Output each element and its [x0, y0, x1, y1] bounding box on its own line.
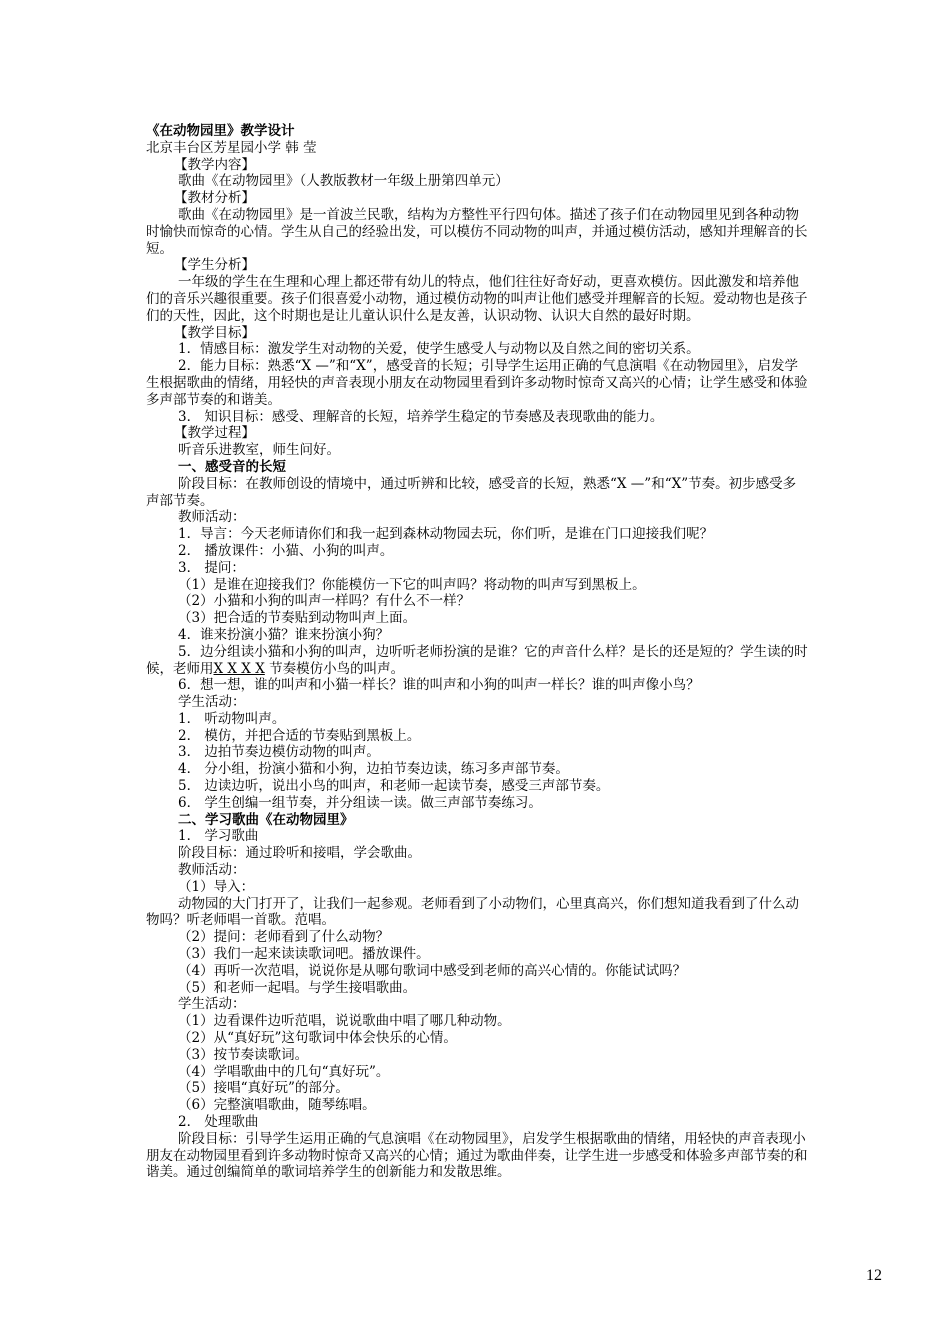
teacher-activity-item: 4．谁来扮演小猫？谁来扮演小狗？ [178, 626, 390, 643]
teacher-activity-item: （3）我们一起来读读歌词吧。播放课件。 [178, 946, 430, 963]
document-title: 《在动物园里》教学设计 [146, 123, 295, 139]
student-activity-item: 4． 分小组，扮演小猫和小狗，边拍节奏边读，练习多声部节奏。 [178, 761, 569, 778]
item-text: 5．边分组读小猫和小狗的叫声，边听听老师扮演的是谁？它的声音什么样？是长的还是短的？学生读的时候，老师用 [146, 643, 808, 677]
document-body [146, 123, 808, 1181]
section-heading-process: 【教学过程】 [174, 425, 255, 442]
student-activity-item: （4）学唱歌曲中的几句“真好玩”。 [178, 1063, 390, 1080]
analysis-paragraph: 歌曲《在动物园里》是一首波兰民歌，结构为方整性平行四句体。描述了孩子们在动物园里见到各种动物时愉快而惊奇的心情。学生从自己的经验出发，可以模仿不同动物的叫声，并通过模仿活动，感知并理解音的长短。 [146, 206, 808, 257]
part2-subheading: 1． 学习歌曲 [178, 828, 259, 845]
teacher-activity-item: （4）再听一次范唱，说说你是从哪句歌词中感受到老师的高兴心情的。你能试试吗？ [178, 962, 687, 979]
teacher-activity-item: 3． 提问： [178, 559, 245, 576]
section-heading-content: 【教学内容】 [174, 156, 255, 173]
process-intro: 听音乐进教室，师生问好。 [178, 442, 340, 459]
student-activity-item: 5． 边读边听，说出小鸟的叫声，和老师一起读节奏，感受三声部节奏。 [178, 778, 610, 795]
goal-item: 2．能力目标：熟悉“X —”和“X”，感受音的长短；引导学生运用正确的气息演唱《在动物园里》，启发学生根据歌曲的情绪，用轻快的声音表现小朋友在动物园里看到许多动物时惊奇又高兴的心情；让学生感受和体验多声部节奏的和谐美。 [146, 358, 808, 408]
student-activity-item: 3． 边拍节奏边模仿动物的叫声。 [178, 744, 380, 761]
teacher-activity-subitem: （3）把合适的节奏贴到动物叫声上面。 [178, 610, 417, 627]
student-activity-item: （2）从“真好玩”这句歌词中体会快乐的心情。 [178, 1030, 457, 1047]
teacher-activity-item: 1．导言：今天老师请你们和我一起到森林动物园去玩，你们听，是谁在门口迎接我们呢？ [178, 526, 714, 543]
part2-subheading: 2． 处理歌曲 [178, 1114, 259, 1131]
teacher-activity-subitem: （2）小猫和小狗的叫声一样吗？有什么不一样？ [178, 593, 471, 610]
student-activity-item: 6． 学生创编一组节奏，并分组读一读。做三声部节奏练习。 [178, 794, 542, 811]
student-activity-item: 2． 模仿，并把合适的节奏贴到黑板上。 [178, 727, 421, 744]
teacher-activity-item: （1）导入： [178, 878, 255, 895]
teacher-activity-subitem: （1）是谁在迎接我们？你能模仿一下它的叫声吗？将动物的叫声写到黑板上。 [178, 576, 646, 593]
section-heading-goals: 【教学目标】 [174, 324, 255, 341]
teacher-activity-label: 教师活动： [178, 862, 246, 879]
student-activity-item: （6）完整演唱歌曲，随琴练唱。 [178, 1097, 376, 1114]
goal-item: 3． 知识目标：感受、理解音的长短，培养学生稳定的节奏感及表现歌曲的能力。 [178, 408, 664, 425]
student-activity-item: 1． 听动物叫声。 [178, 710, 286, 727]
part2-stage-goal: 阶段目标：通过聆听和接唱，学会歌曲。 [178, 845, 421, 862]
part2-stage-goal: 阶段目标：引导学生运用正确的气息演唱《在动物园里》，启发学生根据歌曲的情绪，用轻快的声音表现小朋友在动物园里看到许多动物时惊奇又高兴的心情；通过为歌曲伴奏，让学生进一步感受和体验多声部节奏的和谐美。通过创编简单的歌词培养学生的创新能力和发散思维。 [146, 1130, 808, 1181]
part1-heading: 一、感受音的长短 [178, 458, 286, 475]
author-line: 北京丰台区芳星园小学 韩 莹 [146, 139, 317, 156]
student-activity-item: （5）接唱“真好玩”的部分。 [178, 1080, 349, 1097]
student-analysis-paragraph: 一年级的学生在生理和心理上都还带有幼儿的特点，他们往往好奇好动，更喜欢模仿。因此激发和培养他们的音乐兴趣很重要。孩子们很喜爱小动物，通过模仿动物的叫声让他们感受并理解音的长短。爱动物也是孩子们的天性，因此，这个时期也是让儿童认识什么是友善，认识动物、认识大自然的最好时期。 [146, 274, 808, 324]
teacher-activity-item [146, 644, 808, 678]
student-activity-item: （1）边看课件边听范唱，说说歌曲中唱了哪几种动物。 [178, 1013, 511, 1030]
part1-stage-goal: 阶段目标：在教师创设的情境中，通过听辨和比较，感受音的长短，熟悉“X —”和“X”节奏。初步感受多声部节奏。 [146, 475, 797, 509]
teacher-activity-item: 2． 播放课件：小猫、小狗的叫声。 [178, 542, 394, 559]
rhythm-notation: X X X X [213, 660, 265, 677]
section-heading-student: 【学生分析】 [174, 257, 255, 274]
item-text: 节奏模仿小鸟的叫声。 [264, 660, 405, 677]
teacher-activity-paragraph: 动物园的大门打开了，让我们一起参观。老师看到了小动物们，心里真高兴，你们想知道我看到了什么动物吗？听老师唱一首歌。范唱。 [146, 895, 799, 929]
section-heading-analysis: 【教材分析】 [174, 190, 255, 207]
teacher-activity-item: （5）和老师一起唱。与学生接唱歌曲。 [178, 979, 417, 996]
student-activity-item: （3）按节奏读歌词。 [178, 1046, 309, 1063]
teacher-activity-item: （2）提问：老师看到了什么动物？ [178, 929, 390, 946]
teacher-activity-item: 6．想一想，谁的叫声和小猫一样长？谁的叫声和小狗的叫声一样长？谁的叫声像小鸟？ [178, 677, 700, 694]
student-activity-label: 学生活动： [178, 694, 246, 711]
page-number: 12 [866, 1267, 882, 1284]
part2-heading: 二、学习歌曲《在动物园里》 [178, 811, 354, 828]
content-text: 歌曲《在动物园里》（人教版教材一年级上册第四单元） [178, 173, 509, 190]
teacher-activity-label: 教师活动： [178, 509, 246, 526]
student-activity-label: 学生活动： [178, 996, 246, 1013]
goal-item: 1．情感目标：激发学生对动物的关爱，使学生感受人与动物以及自然之间的密切关系。 [178, 341, 700, 358]
